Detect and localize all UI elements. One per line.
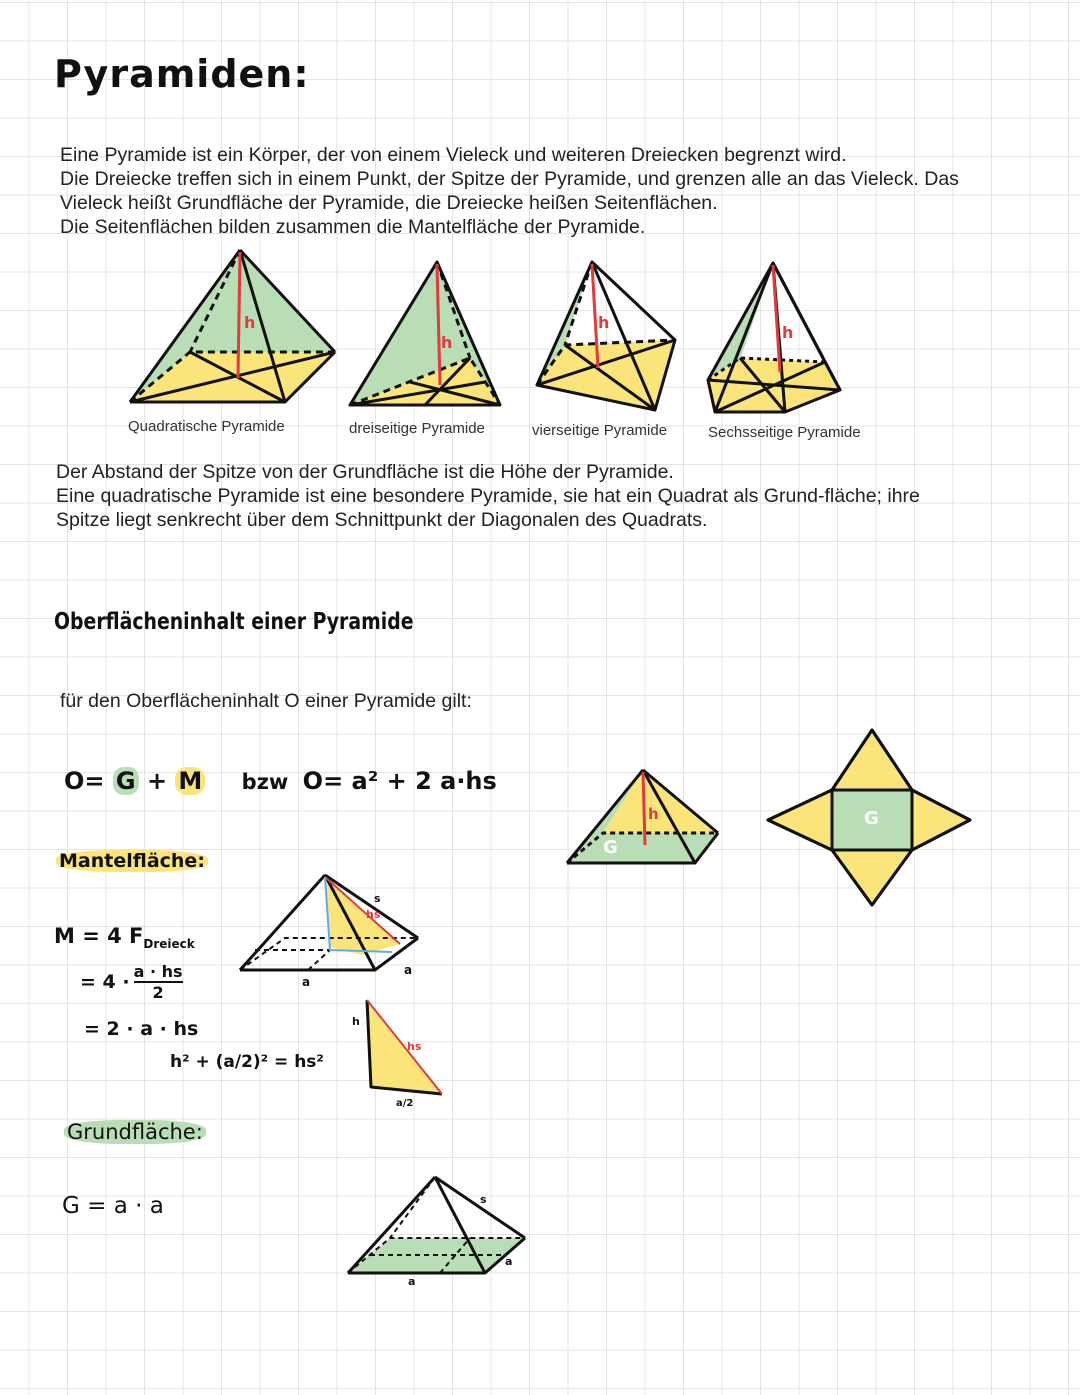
square-pyramid-drawing: [130, 250, 335, 402]
label-half-a: a/2: [396, 1098, 414, 1109]
formula-g: G: [113, 767, 139, 795]
fraction: [134, 962, 183, 1002]
paragraph-line: Spitze liegt senkrecht über dem Schnittpunkt der Diagonalen des Quadrats.: [56, 509, 708, 531]
fraction-denominator: 2: [152, 983, 164, 1002]
label-s: s: [374, 892, 381, 905]
section-heading: Oberflächeninhalt einer Pyramide: [54, 609, 414, 635]
formula-bzw: bzw: [241, 770, 289, 794]
height-label: h: [244, 313, 256, 332]
base-label: G: [603, 837, 618, 858]
intro-line: Die Dreiecke treffen sich in einem Punkt, der Spitze der Pyramide, und grenzen alle an das Vieleck. Das: [60, 168, 959, 190]
lateral-area-pyramid-drawing: [240, 875, 418, 970]
base-area-pyramid-drawing: [348, 1177, 525, 1273]
label-hs: hs: [366, 908, 381, 921]
fraction-numerator: a · hs: [133, 962, 183, 981]
height-label: h: [598, 313, 610, 332]
hexagonal-pyramid-drawing: [708, 263, 840, 412]
paragraph-line: Eine quadratische Pyramide ist eine besondere Pyramide, sie hat ein Quadrat als Grund-fläche; ihre: [56, 485, 920, 507]
label-h: h: [352, 1015, 360, 1028]
paragraph-line: Der Abstand der Spitze von der Grundfläche ist die Höhe der Pyramide.: [56, 461, 674, 483]
formula-text: M = 4 F: [54, 924, 144, 948]
intro-line: Vieleck heißt Grundfläche der Pyramide, die Dreiecke heißen Seitenflächen.: [60, 192, 718, 214]
caption-four-sided-pyramid: vierseitige Pyramide: [532, 422, 668, 439]
formula-subscript: Dreieck: [143, 937, 195, 952]
height-label: h: [648, 805, 659, 823]
intro-line: Eine Pyramide ist ein Körper, der von einem Vieleck und weiteren Dreiecken begrenzt wird.: [60, 144, 847, 166]
mantel-label: [56, 850, 208, 872]
formula-m: M: [175, 767, 205, 795]
caption-square-pyramid: Quadratische Pyramide: [128, 418, 285, 435]
formula-text: = 4 ·: [80, 971, 130, 993]
surface-formula: [64, 767, 497, 795]
grund-formula: G = a · a: [62, 1193, 164, 1219]
mantel-line-3: = 2 · a · hs: [84, 1018, 199, 1040]
label-s: s: [480, 1193, 487, 1206]
surface-intro: für den Oberflächeninhalt O einer Pyramide gilt:: [60, 690, 472, 712]
formula-alt: O= a² + 2 a·hs: [302, 767, 497, 795]
label-a: a: [302, 975, 311, 989]
label-hs: hs: [407, 1040, 422, 1053]
triangular-pyramid-drawing: [350, 262, 500, 405]
grund-label: [64, 1120, 206, 1144]
caption-hexagonal-pyramid: Sechsseitige Pyramide: [708, 424, 861, 441]
label-a: a: [408, 1275, 416, 1288]
page-title: Pyramiden:: [54, 52, 310, 96]
four-sided-pyramid-drawing: [537, 262, 675, 410]
label-a: a: [505, 1255, 513, 1268]
intro-line: Die Seitenflächen bilden zusammen die Mantelfläche der Pyramide.: [60, 216, 646, 238]
height-label: h: [782, 323, 794, 342]
right-triangle-drawing: [367, 1000, 442, 1094]
grund-label-text: Grundfläche:: [64, 1120, 206, 1144]
pythagoras-formula: h² + (a/2)² = hs²: [170, 1052, 324, 1072]
mantel-line-2: [80, 962, 183, 1002]
net-base-label: G: [864, 808, 879, 829]
caption-triangular-pyramid: dreiseitige Pyramide: [349, 420, 485, 437]
formula-part: +: [146, 767, 168, 795]
height-label: h: [441, 333, 453, 352]
mantel-label-text: Mantelfläche:: [56, 850, 208, 872]
label-a: a: [404, 963, 413, 977]
pyramid-with-base-drawing: [567, 770, 718, 863]
mantel-line-1: [54, 924, 195, 951]
formula-part: O=: [64, 767, 105, 795]
height-paragraph: [56, 460, 920, 532]
